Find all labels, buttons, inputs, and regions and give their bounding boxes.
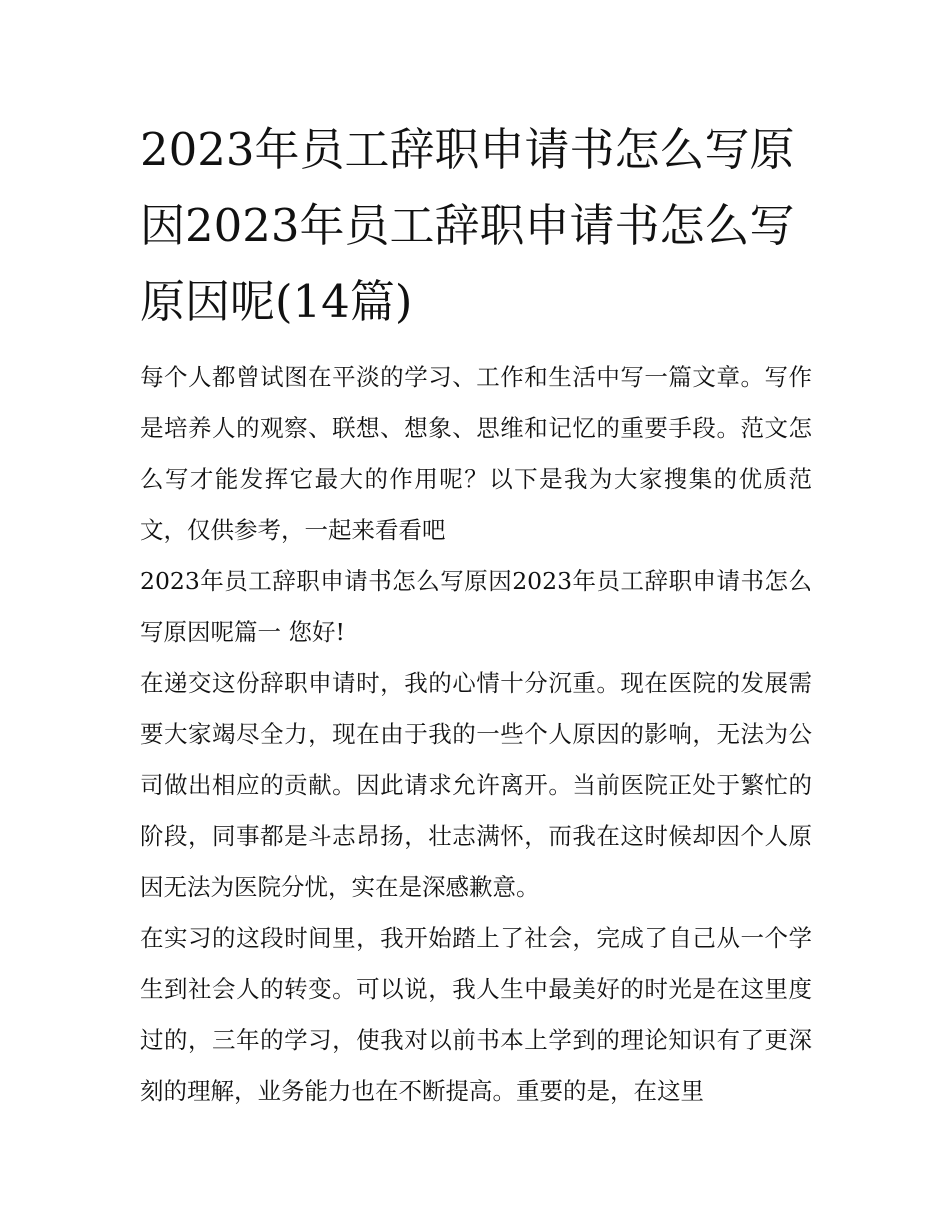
intro-paragraph: 每个人都曾试图在平淡的学习、工作和生活中写一篇文章。写作是培养人的观察、联想、想象、思维和记忆的重要手段。范文怎么写才能发挥它最大的作用呢？以下是我为大家搜集的优质范文，仅供参考，一起来看看吧 — [140, 363, 812, 544]
body-paragraph: 在递交这份辞职申请时，我的心情十分沉重。现在医院的发展需要大家竭尽全力，现在由于我的一些个人原因的影响，无法为公司做出相应的贡献。因此请求允许离开。当前医院正处于繁忙的阶段，同事都是斗志昂扬，壮志满怀，而我在这时候却因个人原因无法为医院分忧，实在是深感歉意。 — [140, 669, 812, 901]
document-body — [140, 112, 812, 1117]
body-paragraph: 在实习的这段时间里，我开始踏上了社会，完成了自己从一个学生到社会人的转变。可以说，我人生中最美好的时光是在这里度过的，三年的学习，使我对以前书本上学到的理论知识有了更深刻的理解，业务能力也在不断提高。重要的是，在这里 — [140, 924, 812, 1105]
section-heading-paragraph: 2023年员工辞职申请书怎么写原因2023年员工辞职申请书怎么写原因呢篇一 您好! — [140, 567, 812, 646]
document-title: 2023年员工辞职申请书怎么写原因2023年员工辞职申请书怎么写原因呢(14篇) — [140, 123, 795, 328]
